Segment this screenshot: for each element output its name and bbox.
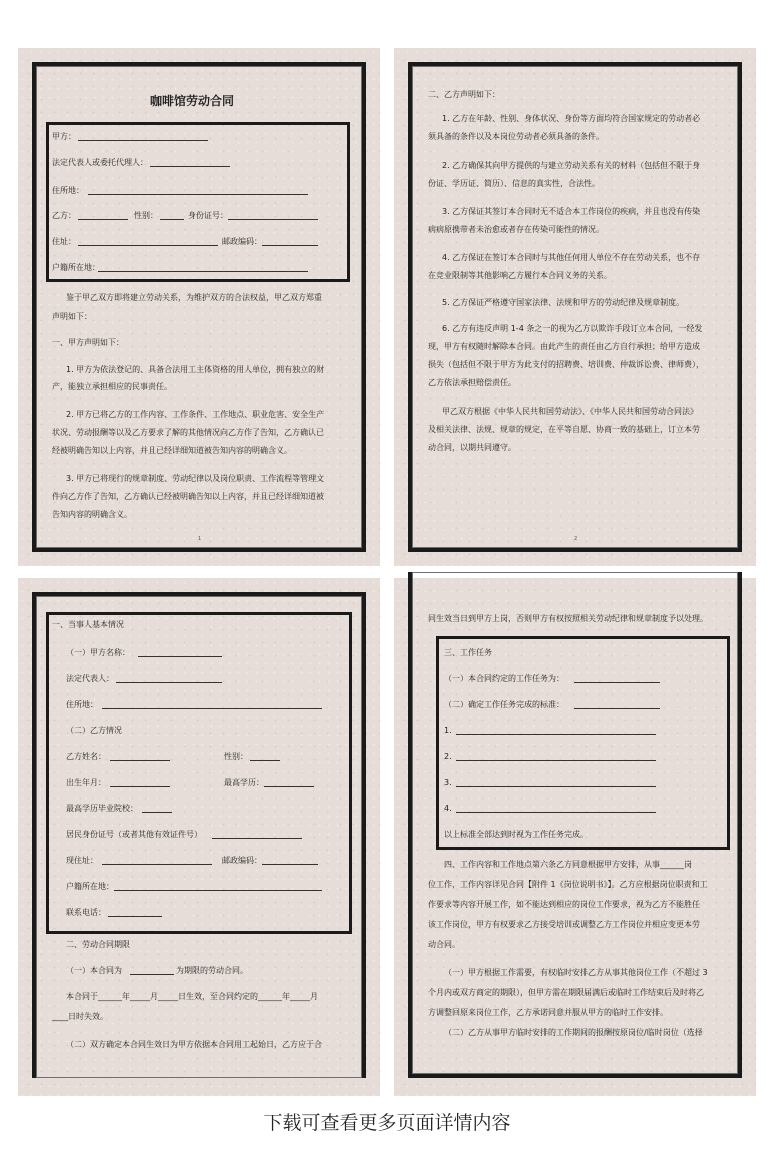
closing-line-3: 动合同，以期共同遵守。 [428, 443, 516, 452]
label-id-no: 身份证号： [188, 211, 228, 220]
clause-b4-line1: 4. 乙方保证在签订本合同时与其他任何用人单位不存在劳动关系，也不存 [442, 253, 701, 262]
field-address[interactable] [102, 708, 322, 709]
clause-a3-line3: 告知内容的明确含义。 [52, 510, 132, 519]
field-standard[interactable] [574, 708, 660, 709]
clause-b2-line2: 份证、学历证、简历）、信息的真实性，合法性。 [428, 179, 600, 188]
clause-a3-line1: 3. 甲方已将现行的规章制度、劳动纪律以及岗位职责、工作流程等管理文 [66, 474, 325, 483]
page-number: 2 [574, 536, 578, 542]
label-home: 住址： [52, 237, 76, 246]
section-heading-2: 二、乙方声明如下： [428, 90, 500, 99]
clause-d-line3: 作要求等内容开展工作，如不能达到相应的岗位工作要求，视为乙方不能胜任 [428, 900, 700, 909]
closing-line-2: 及相关法律、法规、规章的规定，在平等自愿、协商一致的基础上，订立本劳 [428, 425, 700, 434]
field-legal-rep[interactable] [150, 166, 230, 167]
field-legal-rep[interactable] [116, 682, 222, 683]
label-b-info: （二）乙方情况 [66, 726, 122, 735]
field-hukou[interactable] [114, 890, 322, 891]
field-hukou[interactable] [98, 271, 308, 272]
intro-line-1: 鉴于甲乙双方即将建立劳动关系，为维护双方的合法权益，甲乙双方郑重 [66, 293, 322, 302]
label-a-name: （一）甲方名称： [66, 648, 130, 657]
closing-line-1: 甲乙双方根据《中华人民共和国劳动法》、《中华人民共和国劳动合同法》 [442, 407, 698, 416]
clause-e-line1: （一）甲方根据工作需要，有权临时安排乙方从事其他岗位工作（不超过 3 [444, 968, 708, 977]
party-info-box [46, 122, 350, 282]
field-birth[interactable] [110, 786, 170, 787]
clause-a2-line3: 经被明确告知以上内容，并且已经详细知道被告知内容的明确含义。 [52, 446, 292, 455]
label-legal-rep: 法定代表人： [66, 674, 114, 683]
label-postcode: 邮政编码： [222, 237, 262, 246]
field-standard-1[interactable] [456, 734, 656, 735]
clause-b6-line2: 现，甲方有权随时解除本合同。由此产生的责任由乙方自行承担；给甲方造成 [428, 342, 700, 351]
field-phone[interactable] [108, 916, 162, 917]
label-hukou: 户籍所在地： [52, 263, 100, 272]
field-postcode[interactable] [262, 864, 318, 865]
item-number: 1. [444, 726, 452, 735]
label-postcode: 邮政编码： [222, 856, 262, 865]
contract-page-1 [18, 48, 380, 566]
clause-d-line1: 四、工作内容和工作地点第六条乙方同意根据甲方安排，从事______岗 [444, 860, 692, 869]
top-continuation-line: 同生效当日到甲方上岗，否则甲方有权按照相关劳动纪律和规章制度予以处理。 [428, 614, 708, 623]
label-phone: 联系电话： [66, 908, 106, 917]
field-a-name[interactable] [138, 656, 222, 657]
label-legal-rep: 法定代表人或委托代理人： [52, 158, 148, 167]
section-heading-term: 二、劳动合同期限 [66, 940, 130, 949]
item-number: 4. [444, 804, 452, 813]
label-school: 最高学历毕业院校： [66, 804, 138, 813]
field-postcode[interactable] [262, 245, 318, 246]
clause-f-line1: （二）乙方从事甲方临时安排的工作期间的报酬按原岗位/临时岗位（选择 [444, 1028, 703, 1037]
clause-b2-line1: 2. 乙方确保其向甲方提供的与建立劳动关系有关的材料（包括但不限于身 [442, 161, 701, 170]
clause-b3-line2: 病病原携带者未治愈或者存在传染可能性的情况。 [428, 225, 604, 234]
field-school[interactable] [142, 812, 172, 813]
label-id-no: 居民身份证号（或者其他有效证件号） [66, 830, 202, 839]
label-address: 住所地： [66, 700, 98, 709]
contract-page-3 [18, 578, 380, 1096]
field-standard-4[interactable] [456, 812, 656, 813]
field-task[interactable] [574, 682, 660, 683]
clause-b6-line4: 乙方依法承担赔偿责任。 [428, 378, 516, 387]
term-line-1a: （一）本合同为 [66, 966, 122, 975]
label-party-a: 甲方： [52, 132, 76, 141]
field-standard-2[interactable] [456, 760, 656, 761]
clause-d-line2: 位工作，工作内容详见合同【附件 1《岗位说明书》】。乙方应根据岗位职责和工 [428, 880, 708, 889]
term-line-2: 本合同于______年_____月_____日生效，至合同约定的______年_____月 [66, 992, 318, 1001]
clause-a2-line2: 状况、劳动报酬等以及乙方要求了解的其他情况向乙方作了告知，乙方确认已 [52, 428, 324, 437]
label-b-name: 乙方姓名： [66, 752, 106, 761]
field-id-no[interactable] [212, 838, 302, 839]
item-number: 3. [444, 778, 452, 787]
label-address: 住所地： [52, 186, 84, 195]
field-live[interactable] [102, 864, 212, 865]
field-b-name[interactable] [110, 760, 170, 761]
clause-a1-line2: 产，能独立承担相应的民事责任。 [52, 382, 172, 391]
clause-b4-line2: 在竞业限制等其他影响乙方履行本合同义务的关系。 [428, 271, 612, 280]
label-gender: 性别： [224, 752, 248, 761]
task-complete-note: 以上标准全部达到时视为工作任务完成。 [444, 830, 588, 839]
term-line-4: （二）双方确定本合同生效日为甲方依据本合同用工起始日，乙方应于合 [66, 1040, 322, 1049]
page-number: 1 [198, 536, 202, 542]
section-heading-1: 一、甲方声明如下： [52, 338, 124, 347]
clause-a1-line1: 1. 甲方为依法登记的、具备合法用工主体资格的用人单位，拥有独立的财 [66, 365, 325, 374]
work-task-box [436, 636, 730, 850]
section-heading-task: 三、工作任务 [444, 648, 492, 657]
label-birth: 出生年月： [66, 778, 106, 787]
clause-e-line2: 个月内或双方商定的期限），但甲方需在期限届满后或临时工作结束后及时将乙 [428, 988, 704, 997]
document-title: 咖啡馆劳动合同 [150, 94, 235, 108]
field-id-no[interactable] [228, 219, 318, 220]
term-line-1b: 为期限的劳动合同。 [176, 966, 248, 975]
contract-page-4 [394, 578, 756, 1096]
clause-b5-line1: 5. 乙方保证严格遵守国家法律、法规和甲方的劳动纪律及规章制度。 [442, 298, 685, 307]
term-line-3: ____日时失效。 [52, 1012, 108, 1021]
label-standard: （二）确定工作任务完成的标准： [444, 700, 564, 709]
clause-a2-line1: 2. 甲方已将乙方的工作内容、工作条件、工作地点、职业危害、安全生产 [66, 410, 325, 419]
label-hukou: 户籍所在地： [66, 882, 114, 891]
download-caption[interactable]: 下载可查看更多页面详情内容 [263, 1112, 511, 1134]
field-address[interactable] [88, 194, 308, 195]
clause-b6-line1: 6. 乙方有违反声明 1-4 条之一的视为乙方以欺诈手段订立本合同，一经发 [442, 324, 703, 333]
label-live: 现住址： [66, 856, 98, 865]
field-party-a[interactable] [78, 140, 208, 141]
field-gender[interactable] [160, 219, 184, 220]
clause-b3-line1: 3. 乙方保证其签订本合同时无不适合本工作岗位的疾病，并且也没有传染 [442, 207, 701, 216]
field-standard-3[interactable] [456, 786, 656, 787]
field-edu[interactable] [264, 786, 314, 787]
clause-b6-line3: 损失（包括但不限于甲方为此支付的招聘费、培训费、仲裁诉讼费、律师费）， [428, 360, 704, 369]
item-number: 2. [444, 752, 452, 761]
field-term-type[interactable] [130, 974, 174, 975]
label-edu: 最高学历： [224, 778, 264, 787]
intro-line-2: 声明如下： [52, 312, 92, 321]
field-home[interactable] [78, 245, 218, 246]
clause-b1-line2: 须具备的条件以及本岗位劳动者必须具备的条件。 [428, 132, 604, 141]
clause-d-line4: 该工作岗位，甲方有权要求乙方接受培训或调整乙方工作岗位并相应变更本劳 [428, 920, 700, 929]
clause-d-line5: 动合同。 [428, 940, 460, 949]
label-party-b: 乙方： [52, 211, 76, 220]
label-gender: 性别： [134, 211, 158, 220]
field-party-b[interactable] [78, 219, 128, 220]
clause-e-line3: 方调整回原来岗位工作，乙方承诺同意并服从甲方的临时工作安排。 [428, 1008, 668, 1017]
contract-page-2 [394, 48, 756, 566]
clause-b1-line1: 1. 乙方在年龄、性别、身体状况、身份等方面均符合国家规定的劳动者必 [442, 114, 701, 123]
section-heading-parties: 一、当事人基本情况 [52, 620, 124, 629]
clause-a3-line2: 件向乙方作了告知，乙方确认已经被明确告知以上内容，并且已经详细知道被 [52, 492, 324, 501]
field-gender[interactable] [250, 760, 280, 761]
label-task: （一）本合同约定的工作任务为： [444, 674, 564, 683]
